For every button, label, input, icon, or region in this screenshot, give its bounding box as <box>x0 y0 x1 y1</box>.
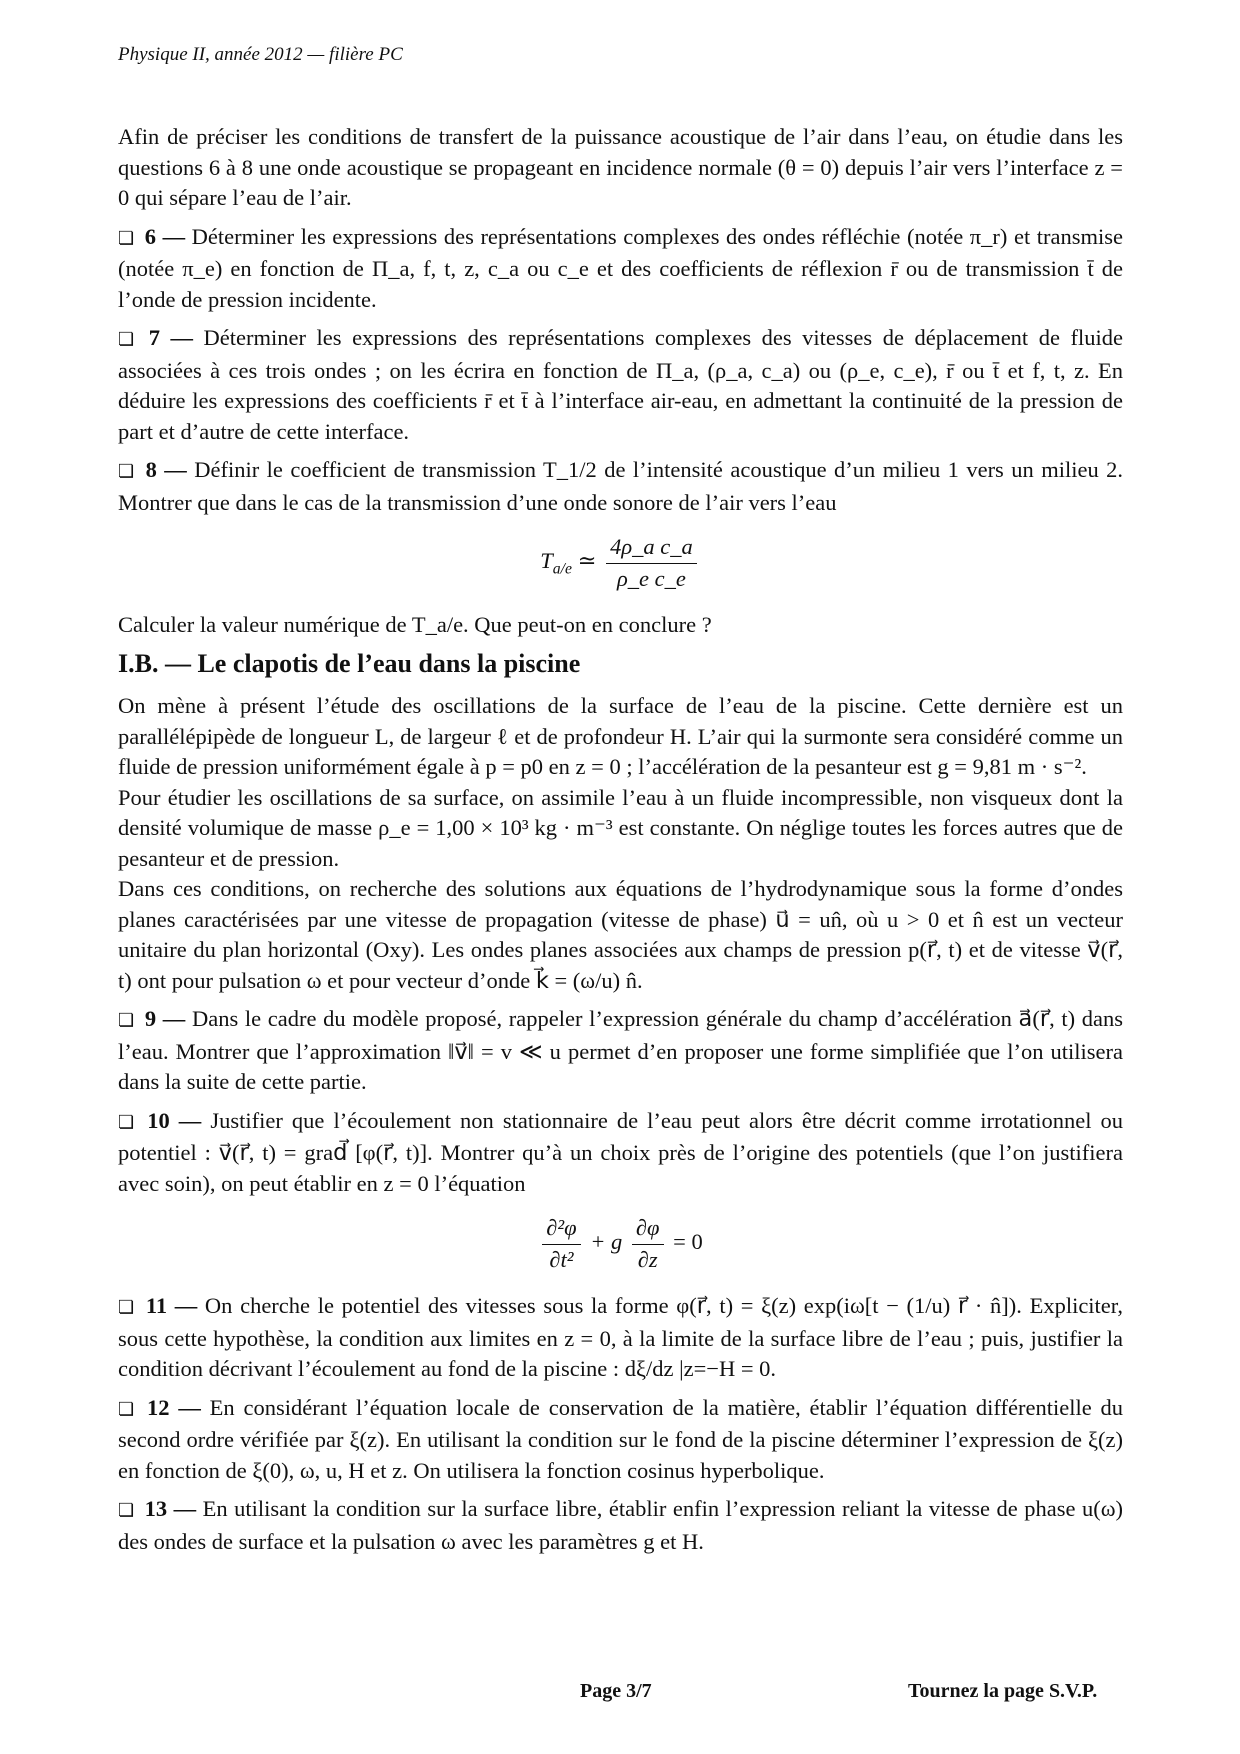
eq-operator: ≃ <box>577 548 597 574</box>
question-text: En utilisant la condition sur la surface libre, établir enfin l’expression reliant la vitesse de phase u(ω) des ondes de surface et la pulsation ω avec les paramètres g et H. <box>118 1496 1123 1554</box>
question-number: 13 — <box>144 1496 197 1521</box>
eq-plus-g: + g <box>590 1229 623 1255</box>
question-text: Déterminer les expressions des représentations complexes des vitesses de déplacement de fluide associées à ces trois ondes ; on les écrira en fonction de Π_a, (ρ_a, c_a) ou (ρ_e, c_e), r̄ ou t̄ et f, t, z. En déduire les expressions des coefficients r̄ et t̄ à l’interface air-eau, en admettant la continuité de la pression de part et d’autre de cette interface. <box>118 325 1123 444</box>
page-number: Page 3/7 <box>580 1680 652 1702</box>
question-12 <box>118 1393 1123 1487</box>
eq-lhs: T <box>540 548 553 574</box>
checkbox-icon: ❏ <box>118 1297 135 1318</box>
equation-transmission <box>118 532 1123 594</box>
section-title: I.B. — Le clapotis de l’eau dans la piscine <box>118 648 581 678</box>
eq-term-2-den: ∂z <box>637 1246 658 1272</box>
turn-page-note: Tournez la page S.V.P. <box>908 1680 1098 1702</box>
eq-denominator: ρ_e c_e <box>616 565 686 591</box>
question-number: 6 — <box>144 223 186 249</box>
question-text: On cherche le potentiel des vitesses sous la forme φ(r⃗, t) = ξ(z) exp(iω[t − (1/u) r⃗ · n̂]). Expliciter, sous cette hypothèse, la condition aux limites en z = 0, à la limite de la surface libre de l’eau ; puis, justifier la condition décrivant l’écoulement au fond de la piscine : dξ/dz |z=−H = 0. <box>118 1293 1124 1381</box>
checkbox-icon: ❏ <box>118 227 135 249</box>
question-number: 7 — <box>148 325 193 350</box>
checkbox-icon: ❏ <box>118 1500 135 1521</box>
question-7 <box>118 323 1123 447</box>
question-10 <box>118 1106 1123 1200</box>
paragraph-plane-waves: Dans ces conditions, on recherche des solutions aux équations de l’hydrodynamique sous la forme d’ondes planes caractérisées par une vitesse de propagation (vitesse de phase) u⃗ = un̂, où u > 0 et n̂ est un vecteur unitaire du plan horizontal (Oxy). Les ondes planes associées aux champs de pression p(r⃗, t) et de vitesse v⃗(r⃗, t) ont pour pulsation ω et pour vecteur d’onde k⃗ = (ω/u) n̂. <box>118 876 1123 993</box>
question-number: 12 — <box>146 1394 201 1420</box>
checkbox-icon: ❏ <box>118 1010 135 1031</box>
question-text: Définir le coefficient de transmission T_1/2 de l’intensité acoustique d’un milieu 1 vers un milieu 2. Montrer que dans le cas de la transmission d’une onde sonore de l’air vers l’eau <box>118 457 1124 515</box>
eq-term-2 <box>632 1213 664 1275</box>
eq-rhs: = 0 <box>673 1229 703 1255</box>
eq-term-1-den: ∂t² <box>549 1246 574 1272</box>
checkbox-icon: ❏ <box>118 1398 135 1420</box>
eq-term-2-num: ∂φ <box>632 1213 664 1245</box>
question-text: Déterminer les expressions des représentations complexes des ondes réfléchie (notée π_r) et transmise (notée π_e) en fonction de Π_a, f, t, z, c_a ou c_e et des coefficients de réflexion r̄ ou de transmission t̄ de l’onde de pression incidente. <box>118 223 1124 312</box>
eq-numerator: 4ρ_a c_a <box>606 532 697 564</box>
question-number: 8 — <box>145 457 187 482</box>
page-header: Physique II, année 2012 — filière PC <box>118 44 403 65</box>
question-13 <box>118 1494 1123 1557</box>
question-11 <box>118 1291 1123 1385</box>
equation-surface <box>118 1213 1123 1275</box>
eq-fraction <box>606 532 697 594</box>
question-6 <box>118 222 1123 316</box>
after-equation-text: Calculer la valeur numérique de T_a/e. Que peut-on en conclure ? <box>118 612 712 637</box>
eq-lhs-sub: a/e <box>552 560 572 578</box>
question-text: Dans le cadre du modèle proposé, rappeler l’expression générale du champ d’accélération a⃗(r⃗, t) dans l’eau. Montrer que l’approximation ‖v⃗‖ = v ≪ u permet d’en proposer une forme simplifiée que l’on utilisera dans la suite de cette partie. <box>118 1006 1124 1094</box>
question-text: En considérant l’équation locale de conservation de la matière, établir l’équation différentielle du second ordre vérifiée par ξ(z). En utilisant la condition sur le fond de la piscine déterminer l’expression de ξ(z) en fonction de ξ(0), ω, u, H et z. On utilisera la fonction cosinus hyperbolique. <box>118 1394 1124 1483</box>
page-content <box>118 122 1123 1565</box>
checkbox-icon: ❏ <box>118 329 135 350</box>
intro-paragraph: Afin de préciser les conditions de transfert de la puissance acoustique de l’air dans l’eau, on étudie dans les questions 6 à 8 une onde acoustique se propageant en incidence normale (θ = 0) depuis l’air vers l’interface z = 0 qui sépare l’eau de l’air. <box>118 124 1123 210</box>
question-number: 10 — <box>147 1107 202 1133</box>
eq-term-1-num: ∂²φ <box>542 1213 580 1245</box>
question-9 <box>118 1004 1123 1098</box>
checkbox-icon: ❏ <box>118 1111 135 1133</box>
question-8 <box>118 455 1123 518</box>
paragraph-pool: On mène à présent l’étude des oscillations de la surface de l’eau de la piscine. Cette dernière est un parallélépipède de longueur L, de largeur ℓ et de profondeur H. L’air qui la surmonte sera considéré comme un fluide de pression uniformément égale à p = p0 en z = 0 ; l’accélération de la pesanteur est g = 9,81 m · s⁻². <box>118 693 1123 779</box>
eq-term-1 <box>542 1213 580 1275</box>
checkbox-icon: ❏ <box>118 461 135 482</box>
question-number: 11 — <box>145 1293 198 1318</box>
question-text: Justifier que l’écoulement non stationnaire de l’eau peut alors être décrit comme irrotationnel ou potentiel : v⃗(r⃗, t) = grad⃗ [φ(r⃗, t)]. Montrer qu’à un choix près de l’origine des potentiels (que l’on justifiera avec soin), on peut établir en z = 0 l’équation <box>118 1107 1124 1196</box>
question-number: 9 — <box>144 1006 186 1031</box>
paragraph-fluid: Pour étudier les oscillations de sa surface, on assimile l’eau à un fluide incompressible, non visqueux dont la densité volumique de masse ρ_e = 1,00 × 10³ kg · m⁻³ est constante. On néglige toutes les forces autres que de pesanteur et de pression. <box>118 784 1123 871</box>
